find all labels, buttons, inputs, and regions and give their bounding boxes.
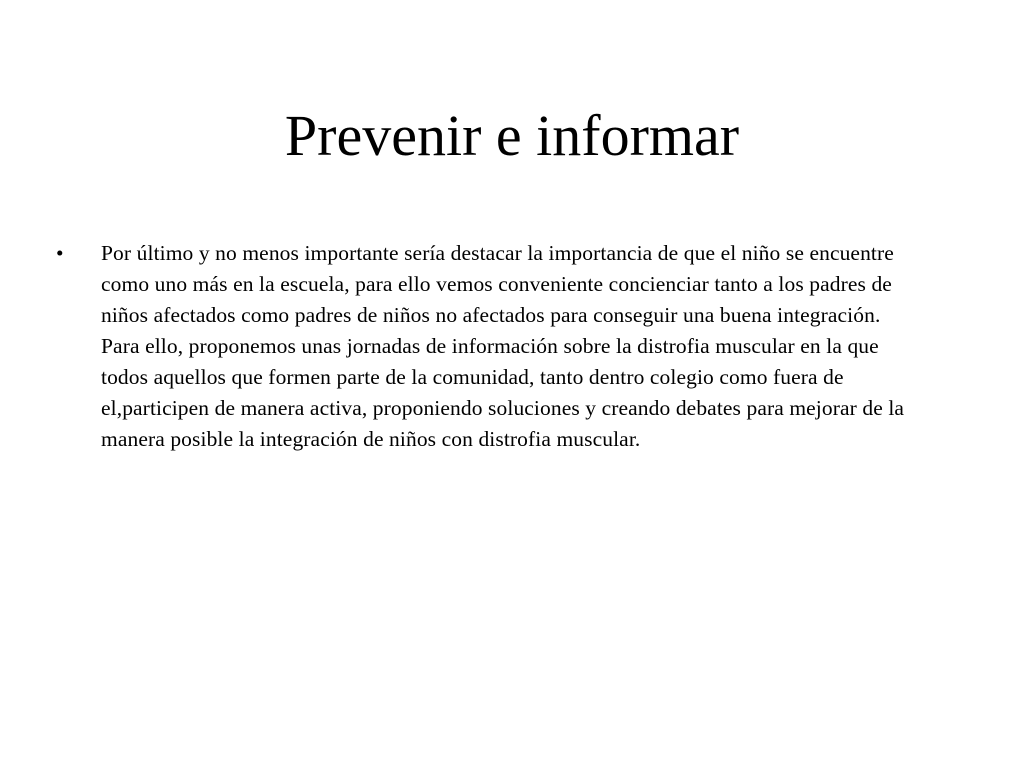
bullet-text: Por último y no menos importante sería destacar la importancia de que el niño se encuentre como uno más en la escuela, para ello vemos conveniente concienciar tanto a los padres de niños afectados como padres de niños no afectados para conseguir una buena integración. Para ello, proponemos unas jornadas de información sobre la distrofia muscular en la que todos aquellos que formen parte de la comunidad, tanto dentro colegio como fuera de el,participen de manera activa, proponiendo soluciones y creando debates para mejorar de la manera posible la integración de niños con distrofia muscular.: [101, 241, 905, 451]
bullet-marker: •: [56, 241, 64, 265]
bullet-item: [56, 238, 916, 455]
bullet-list: [56, 238, 916, 455]
slide-title: Prevenir e informar: [284, 103, 740, 168]
